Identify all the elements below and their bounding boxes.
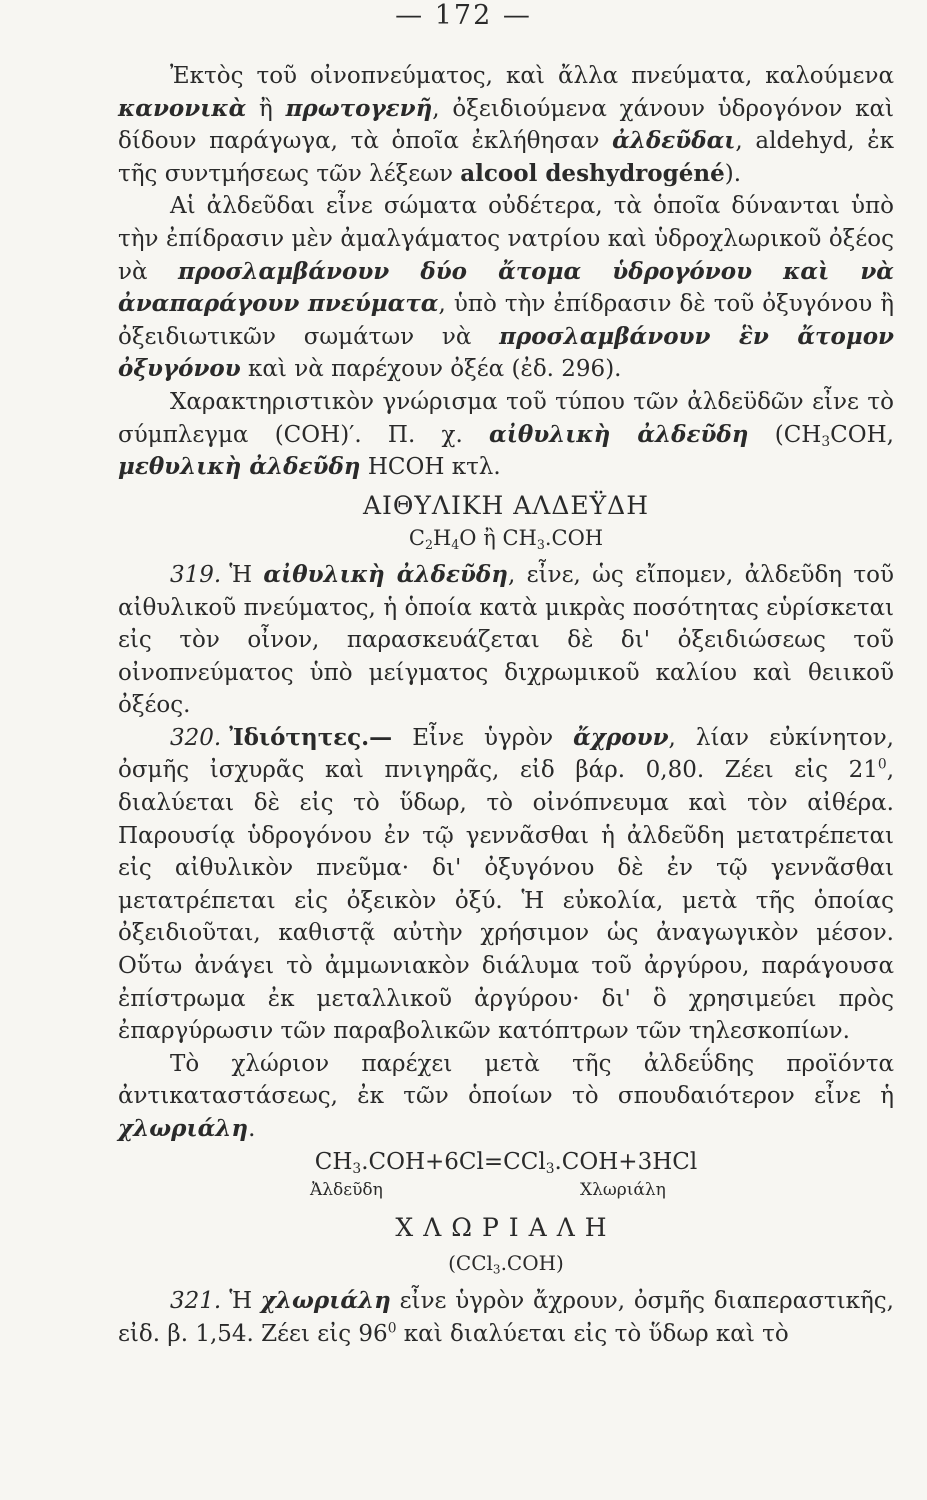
- emphasis-term: πρωτογενῆ: [285, 94, 433, 122]
- text-run: HCOH κτλ.: [360, 454, 501, 481]
- emphasis-term: μεθυλικὴ ἀλδεῦδη: [118, 453, 361, 481]
- formula-part: .COH+6Cl=CCl: [361, 1148, 546, 1175]
- subscript: 3: [352, 1160, 362, 1177]
- text-run: (CH: [748, 421, 822, 448]
- text-run: καὶ διαλύεται εἰς τὸ ὕδωρ καὶ τὸ: [396, 1320, 789, 1347]
- equation-labels: [118, 1178, 894, 1204]
- heading-ethyl-aldehyde: ΑΙΘΥΛΙΚΗ ΑΛΔΕΫΔΗ: [362, 490, 650, 520]
- formula-part: .COH): [500, 1250, 564, 1275]
- emphasis-term: χλωριάλη: [260, 1287, 391, 1315]
- emphasis-term: αἰθυλικὴ ἀλδεῦδη: [263, 560, 508, 588]
- emphasis-term: ἄχρουν: [573, 723, 669, 751]
- section-number: 321.: [170, 1288, 222, 1315]
- chemical-equation: [118, 1146, 894, 1179]
- formula-ethyl-aldehyde: [118, 522, 894, 555]
- text-run: Χαρακτηριστικὸν γνώρισμα τοῦ τύπου τῶν ἀλδεϋδῶν εἶνε τὸ σύμπλεγμα (COH)′. Π. χ.: [118, 388, 894, 448]
- text-run: Τὸ χλώριον παρέχει μετὰ τῆς ἀλδεΰδης προϊόντα ἀντικαταστάσεως, ἐκ τῶν ὁποίων τὸ σπουδαιότερον εἶνε ἡ: [118, 1050, 894, 1110]
- subscript: 3: [492, 1262, 501, 1277]
- text-run: εἶνε ὑγρὸν ἄχρουν, ὀσμῆς διαπεραστικῆς, εἰδ. β. 1,54. Ζέει εἰς 96: [118, 1288, 894, 1347]
- text-run: COH,: [830, 421, 894, 448]
- text-run: , ὀξειδιούμενα χάνουν ὑδρογόνον καὶ δίδουν παράγωγα, τὰ ὁποῖα ἐκλήθησαν: [118, 95, 894, 155]
- formula-part: H: [432, 526, 452, 551]
- subscript: 3: [821, 433, 831, 450]
- subscript: 3: [536, 537, 545, 553]
- section-title: Ἰδιότητες.—: [229, 723, 393, 751]
- heading-chloral: ΧΛΩΡΙΑΛΗ: [395, 1213, 617, 1243]
- formula-chloral: [118, 1247, 894, 1280]
- section-number: 319.: [170, 561, 222, 588]
- text-run: , εἶνε, ὡς εἴπομεν, ἀλδεῦδη τοῦ αἰθυλικοῦ πνεύματος, ἡ ὁποία κατὰ μικρὰς ποσότητας εὑρίσκεται εἰς τὸν οἶνον, παρασκευάζεται δὲ δι' ὀξειδιώσεως τοῦ οἰνοπνεύματος ὑπὸ μείγματος διχρωμικοῦ καλίου καὶ θειικοῦ ὀξέος.: [118, 561, 894, 719]
- text-run: ἢ: [246, 95, 286, 122]
- section-320: [118, 722, 894, 1048]
- text-run: Ἡ: [229, 1288, 261, 1315]
- text-run: καὶ νὰ παρέχουν ὀξέα (ἐδ. 296).: [240, 356, 622, 383]
- emphasis-term: προσλαμβάνουν δύο ἄτομα ὑδρογόνου καὶ νὰ ἀναπαράγουν πνεύματα: [118, 257, 895, 318]
- equation-label-aldehyde: Ἀλδεῦδη: [310, 1180, 383, 1201]
- paragraph-characteristic: [118, 386, 894, 484]
- page-number: — 172 —: [395, 0, 532, 31]
- text-run: Ἡ: [229, 561, 264, 588]
- paragraph-aldehyde-properties: [118, 190, 894, 386]
- text-run: Αἱ ἀλδεῦδαι εἶνε σώματα οὐδέτερα, τὰ ὁποῖα δύνανται ὑπὸ τὴν ἐπίδρασιν μὲν ἀμαλγάματος νατρίου καὶ ὑδροχλωρικοῦ ὀξέος νὰ: [118, 193, 894, 285]
- section-321: [118, 1285, 894, 1350]
- text-run: , ὑπὸ τὴν ἐπίδρασιν δὲ τοῦ ὀξυγόνου ἢ ὀξειδιωτικῶν σωμάτων νὰ: [118, 291, 895, 350]
- text-run: , aldehyd, ἐκ τῆς συντμήσεως τῶν λέξεων: [118, 128, 894, 187]
- text-run: Εἶνε ὑγρὸν: [392, 724, 574, 751]
- page-body: [118, 60, 894, 1351]
- superscript: 0: [387, 1320, 397, 1337]
- emphasis-term: προσλαμβάνουν ἓν ἄτομον ὀξυγόνου: [118, 322, 894, 383]
- subscript: 2: [424, 537, 433, 553]
- text-run: , λίαν εὐκίνητον, ὀσμῆς ἰσχυρᾶς καὶ πνιγηρᾶς, εἰδ βάρ. 0,80. Ζέει εἰς 21: [118, 724, 894, 784]
- formula-part: (CCl: [448, 1250, 493, 1275]
- text-run: , διαλύεται δὲ εἰς τὸ ὕδωρ, τὸ οἰνόπνευμα καὶ τὸν αἰθέρα. Παρουσίᾳ ὑδρογόνου ἐν τῷ γεννᾶσθαι ἡ ἀλδεῦδη μετατρέπεται εἰς αἰθυλικὸν πνεῦμα· δι' ὀξυγόνου δὲ ἐν τῷ γεννᾶσθαι μετατρέπεται εἰς ὀξεικὸν ὀξύ. Ἡ εὐκολία, μετὰ τῆς ὁποίας ὀξειδιοῦται, καθιστᾷ αὐτὴν χρήσιμον ὡς ἀναγωγικὸν μέσον. Οὕτω ἀνάγει τὸ ἀμμωνιακὸν διάλυμα τοῦ ἀργύρου, παράγουσα ἐπίστρωμα ἐκ μεταλλικοῦ ἀργύρου· δι' ὃ χρησιμεύει πρὸς ἐπαργύρωσιν τῶν παραβολικῶν κατόπτρων τῶν τηλεσκοπίων.: [118, 757, 894, 1045]
- text-run: Ἐκτὸς τοῦ οἰνοπνεύματος, καὶ ἄλλα πνεύματα, καλούμενα: [170, 63, 894, 89]
- emphasis-term: ἀλδεῦδαι: [612, 127, 736, 155]
- paragraph-aldehydes-intro: [118, 60, 894, 190]
- emphasis-term: alcool deshydrogéné: [460, 159, 725, 187]
- subscript: 3: [545, 1160, 555, 1177]
- paragraph-chlorine: [118, 1048, 894, 1146]
- text-run: .: [248, 1116, 256, 1142]
- emphasis-term: κανονικὰ: [118, 94, 247, 122]
- text-run: ).: [724, 160, 742, 187]
- formula-part: CH: [314, 1148, 353, 1175]
- emphasis-term: αἰθυλικὴ ἀλδεῦδη: [489, 420, 749, 448]
- subscript: 4: [451, 537, 460, 553]
- equation-label-chloral: Χλωριάλη: [580, 1180, 666, 1201]
- emphasis-term: χλωριάλη: [118, 1115, 249, 1142]
- formula-part: C: [408, 526, 425, 551]
- superscript: 0: [877, 757, 887, 774]
- formula-part: .COH: [544, 526, 604, 551]
- section-number: 320.: [170, 724, 222, 751]
- formula-part: O ἢ CH: [459, 526, 537, 551]
- formula-part: .COH+3HCl: [554, 1148, 698, 1175]
- section-319: [118, 559, 894, 722]
